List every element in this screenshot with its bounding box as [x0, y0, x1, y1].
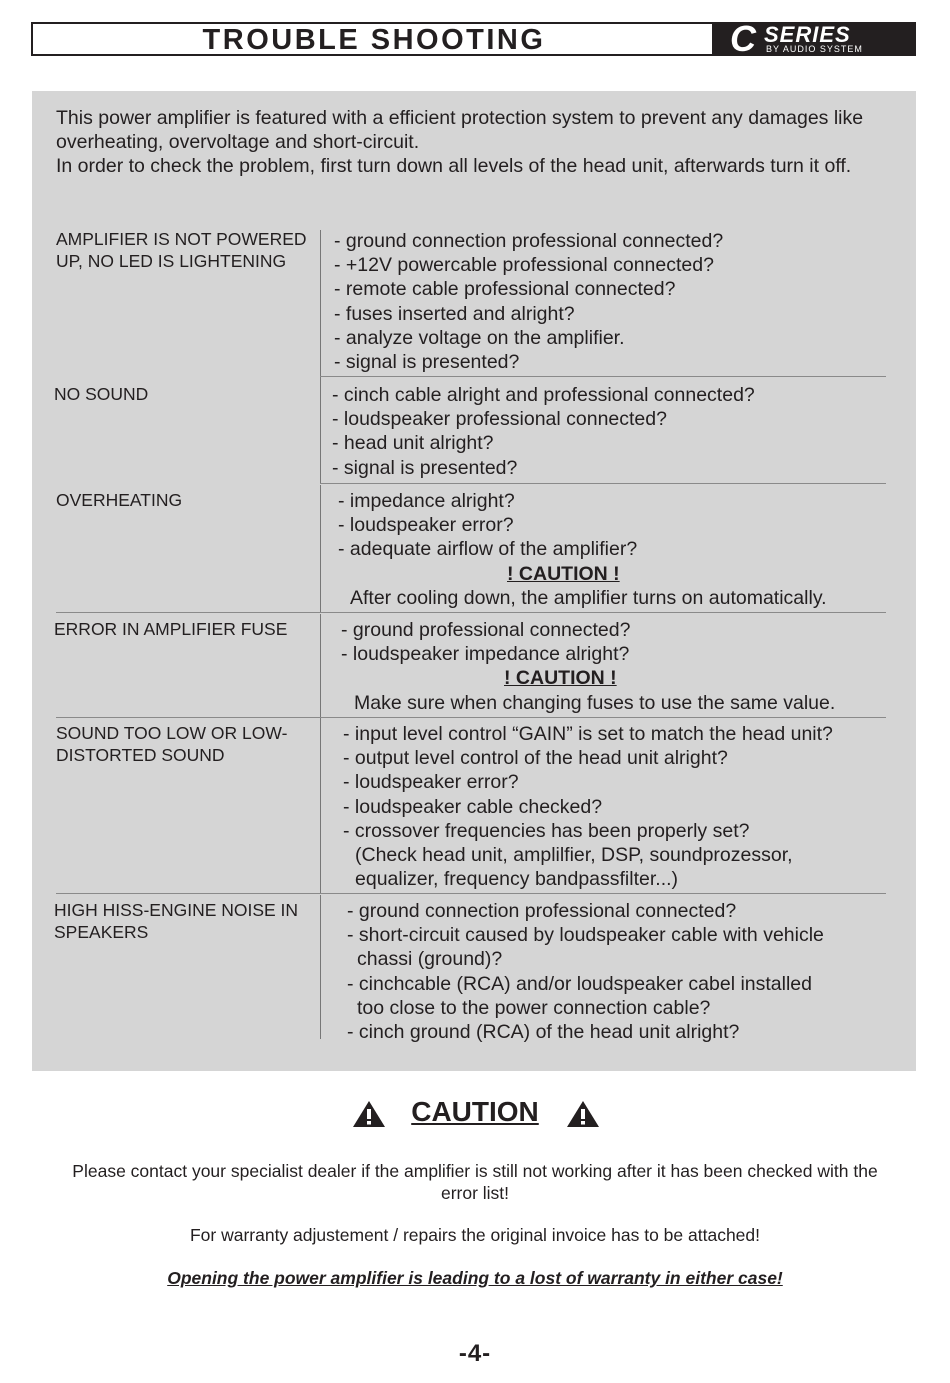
check-item: - output level control of the head unit alright?	[343, 747, 728, 770]
problem-label: ERROR IN AMPLIFIER FUSE	[54, 619, 288, 639]
check-item: - ground connection professional connected?	[334, 230, 724, 252]
check-item: - adequate airflow of the amplifier?	[338, 538, 638, 561]
check-item: - cinch ground (RCA) of the head unit alright?	[347, 1021, 740, 1044]
check-list	[334, 229, 904, 374]
check-item: - loudspeaker error?	[343, 771, 519, 794]
logo-subtitle: BY AUDIO SYSTEM	[766, 44, 863, 54]
check-item: - cinch cable alright and professional connected?	[332, 384, 755, 406]
caution-title: CAUTION	[411, 1096, 539, 1127]
check-item: - fuses inserted and alright?	[334, 302, 575, 325]
check-item: - impedance alright?	[338, 490, 515, 512]
check-item: equalizer, frequency bandpassfilter...)	[355, 868, 679, 891]
intro-line-1: This power amplifier is featured with a efficient protection system to prevent any damages like overheating, overvoltage and short-circuit.	[56, 107, 864, 153]
intro-text	[56, 106, 896, 178]
problem-label: OVERHEATING	[56, 490, 183, 510]
column-divider	[320, 895, 321, 1039]
page-number: -4-	[458, 1340, 492, 1367]
check-list	[338, 489, 908, 610]
logo-series: SERIES	[764, 22, 851, 47]
row-divider	[320, 376, 886, 377]
check-item: chassi (ground)?	[357, 948, 503, 971]
check-item: - input level control “GAIN” is set to match the head unit?	[343, 723, 833, 745]
check-item: - ground connection professional connected?	[347, 900, 737, 922]
column-divider	[320, 614, 321, 718]
problem-row	[32, 722, 916, 894]
problem-row	[32, 489, 916, 613]
problem-row	[32, 228, 916, 377]
page-title: TROUBLE SHOOTING	[202, 24, 546, 56]
problem-label: SOUND TOO LOW OR LOW-DISTORTED SOUND	[56, 723, 288, 765]
caution-heading	[0, 1093, 950, 1133]
check-item: - loudspeaker impedance alright?	[341, 643, 630, 666]
intro-line-2: In order to check the problem, first turn down all levels of the head unit, afterwards turn it off.	[56, 155, 852, 177]
warning-icon	[566, 1099, 600, 1129]
check-item: - short-circuit caused by loudspeaker cable with vehicle	[347, 924, 824, 947]
problem-label: HIGH HISS-ENGINE NOISE IN SPEAKERS	[54, 900, 299, 942]
check-item: - analyze voltage on the amplifier.	[334, 326, 625, 349]
brand-logo	[712, 18, 914, 59]
check-item: - remote cable professional connected?	[334, 278, 676, 301]
check-item: - loudspeaker error?	[338, 514, 514, 537]
caution-text: After cooling down, the amplifier turns on automatically.	[350, 586, 827, 609]
caution-text: Make sure when changing fuses to use the same value.	[354, 691, 836, 714]
row-divider	[56, 717, 886, 718]
caution-label: ! CAUTION !	[504, 667, 617, 690]
check-item: - ground professional connected?	[341, 619, 631, 641]
check-item: - head unit alright?	[332, 432, 494, 455]
check-item: too close to the power connection cable?	[357, 996, 711, 1019]
check-list	[332, 383, 902, 480]
problem-row	[32, 618, 916, 718]
column-divider	[320, 230, 321, 377]
check-item: (Check head unit, amplilfier, DSP, soundprozessor,	[355, 844, 793, 867]
check-list	[341, 618, 911, 715]
column-divider	[320, 377, 321, 484]
check-item: - signal is presented?	[334, 351, 520, 374]
column-divider	[320, 718, 321, 894]
row-divider	[56, 612, 886, 613]
problem-row	[32, 383, 916, 484]
check-item: - signal is presented?	[332, 456, 518, 479]
check-item: - cinchcable (RCA) and/or loudspeaker cabel installed	[347, 972, 812, 995]
problem-label: NO SOUND	[54, 384, 149, 404]
check-item: - loudspeaker cable checked?	[343, 795, 603, 818]
row-divider	[320, 483, 886, 484]
problem-label: AMPLIFIER IS NOT POWERED UP, NO LED IS LIGHTENING	[56, 229, 307, 271]
row-divider	[56, 893, 886, 894]
problem-row	[32, 899, 916, 1044]
dealer-note: Please contact your specialist dealer if the amplifier is still not working after it has been checked with the error list!	[72, 1161, 878, 1203]
column-divider	[320, 485, 321, 613]
warning-icon	[352, 1099, 386, 1129]
check-item: - crossover frequencies has been properly set?	[343, 819, 750, 842]
warranty-warning: Opening the power amplifier is leading to a lost of warranty in either case!	[167, 1268, 783, 1288]
invoice-note: For warranty adjustement / repairs the original invoice has to be attached!	[189, 1225, 761, 1245]
troubleshooting-panel	[32, 91, 916, 1071]
caution-label: ! CAUTION !	[507, 562, 620, 585]
check-list	[347, 899, 917, 1044]
logo-letter: C	[730, 18, 756, 59]
check-list	[343, 722, 913, 891]
check-item: - loudspeaker professional connected?	[332, 408, 667, 431]
check-item: - +12V powercable professional connected?	[334, 254, 714, 277]
page-header	[31, 18, 916, 59]
